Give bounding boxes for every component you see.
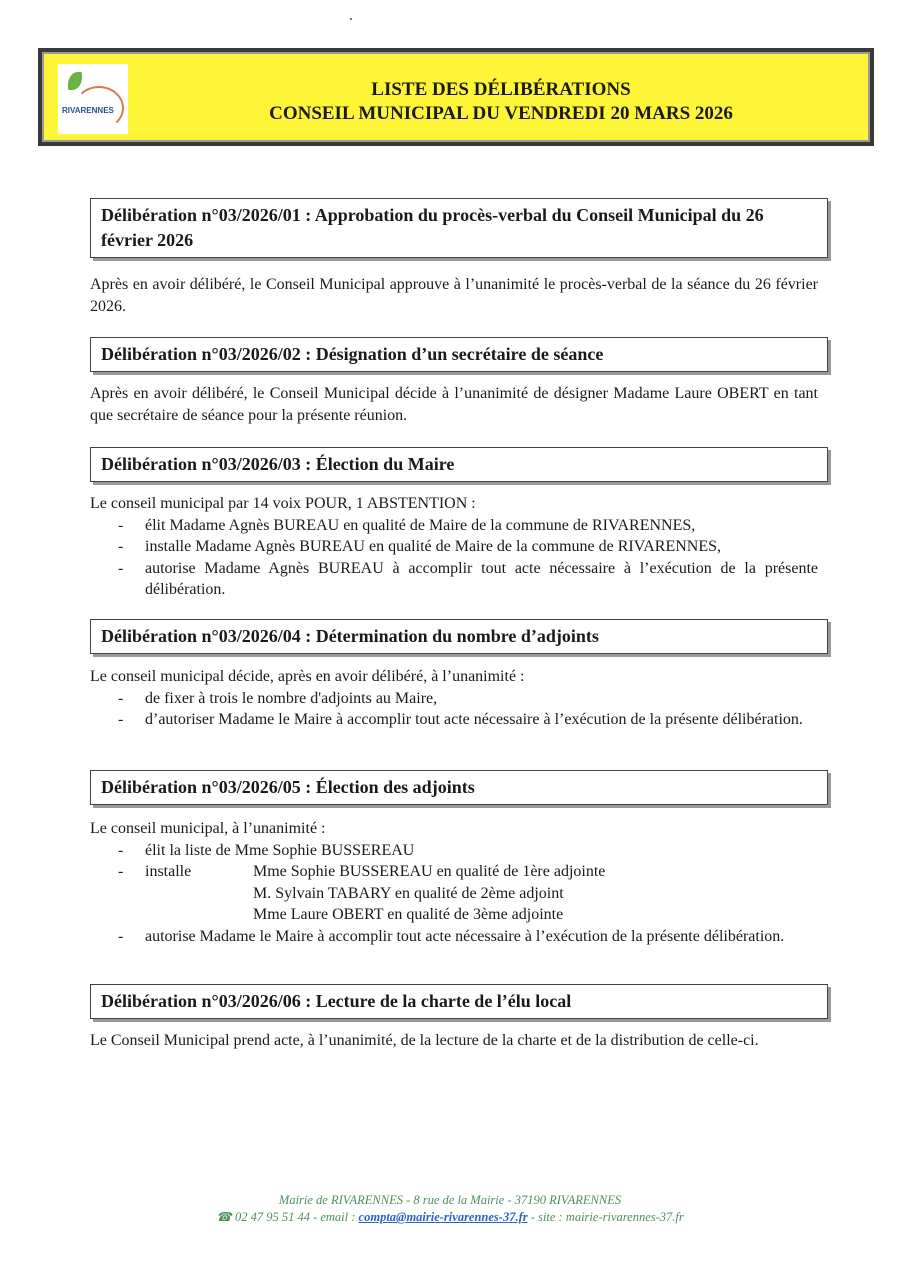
list-item: - élit la liste de Mme Sophie BUSSEREAU <box>118 841 415 859</box>
document-header <box>38 48 874 146</box>
deliberation-text: Après en avoir délibéré, le Conseil Municipal approuve à l’unanimité le procès-verbal de la séance du 26 février 2026. <box>90 276 818 315</box>
list-item: - de fixer à trois le nombre d'adjoints au Maire, <box>118 689 438 707</box>
footer-contact: ☎ 02 47 95 51 44 - email : compta@mairie-rivarennes-37.fr - site : mairie-rivarennes-37.fr <box>216 1210 684 1224</box>
deliberation-text: Le Conseil Municipal prend acte, à l’unanimité, de la lecture de la charte et de la distribution de celle-ci. <box>90 1032 759 1049</box>
footer <box>0 1192 900 1226</box>
document-title <box>132 78 870 126</box>
deliberation-title: Délibération n°03/2026/02 : Désignation d’un secrétaire de séance <box>90 337 828 372</box>
deliberation-body <box>90 666 818 731</box>
adjoint-entry: Mme Laure OBERT en qualité de 3ème adjointe <box>253 906 564 923</box>
list-item: - autorise Madame Agnès BUREAU à accomplir tout acte nécessaire à l’exécution de la présente délibération. <box>118 559 818 598</box>
deliberation-body <box>90 493 818 601</box>
email-link[interactable]: compta@mairie-rivarennes-37.fr <box>358 1210 528 1224</box>
list-item: - élit Madame Agnès BUREAU en qualité de Maire de la commune de RIVARENNES, <box>118 516 696 534</box>
list-item: - installe Madame Agnès BUREAU en qualité de Maire de la commune de RIVARENNES, <box>118 538 722 555</box>
deliberation-title: Délibération n°03/2026/05 : Élection des adjoints <box>90 770 828 805</box>
deliberation-title: Délibération n°03/2026/01 : Approbation du procès-verbal du Conseil Municipal du 26 février 2026 <box>90 198 828 258</box>
title-line-2: CONSEIL MUNICIPAL DU VENDREDI 20 MARS 2026 <box>269 103 733 124</box>
list-item: - d’autoriser Madame le Maire à accomplir tout acte nécessaire à l’exécution de la présente délibération. <box>118 711 803 728</box>
deliberation-title: Délibération n°03/2026/03 : Élection du Maire <box>90 447 828 482</box>
deliberation-text: Le conseil municipal par 14 voix POUR, 1 ABSTENTION : <box>90 495 476 512</box>
adjoint-entry: M. Sylvain TABARY en qualité de 2ème adjoint <box>253 884 564 902</box>
list-item: - installe Mme Sophie BUSSEREAU en qualité de 1ère adjointe M. Sylvain TABARY en qualité de 2ème adjoint Mme Laure OBERT en qualité de 3ème adjointe <box>90 861 818 926</box>
deliberation-title: Délibération n°03/2026/04 : Détermination du nombre d’adjoints <box>90 619 828 654</box>
deliberation-text: Le conseil municipal, à l’unanimité : <box>90 820 326 837</box>
deliberation-body <box>90 818 818 947</box>
scan-speck <box>350 18 352 20</box>
commune-logo: RIVARENNES <box>58 64 128 134</box>
deliberation-text: Le conseil municipal décide, après en avoir délibéré, à l’unanimité : <box>90 668 525 685</box>
title-line-1: LISTE DES DÉLIBÉRATIONS <box>371 79 631 100</box>
deliberation-text: Après en avoir délibéré, le Conseil Municipal décide à l’unanimité de désigner Madame Laure OBERT en tant que secrétaire de séance pour la présente réunion. <box>90 385 818 424</box>
adjoint-entry: Mme Sophie BUSSEREAU en qualité de 1ère adjointe <box>253 863 606 880</box>
list-item: - autorise Madame le Maire à accomplir tout acte nécessaire à l’exécution de la présente délibération. <box>118 927 785 945</box>
deliberation-title: Délibération n°03/2026/06 : Lecture de la charte de l’élu local <box>90 984 828 1019</box>
footer-address: Mairie de RIVARENNES - 8 rue de la Mairie - 37190 RIVARENNES <box>278 1193 622 1207</box>
